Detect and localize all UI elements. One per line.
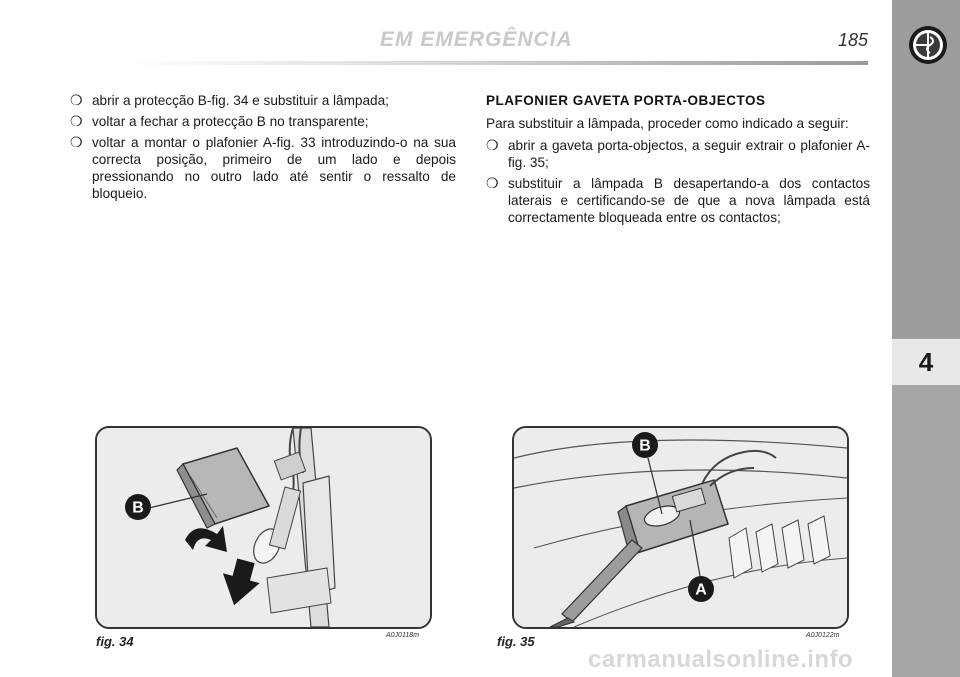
header-rule — [130, 61, 868, 65]
bullet-mark: ❍ — [70, 92, 83, 108]
bullet-text: voltar a montar o plafonier A-fig. 33 introduzindo-o na sua correcta posição, primeiro de um lado e depois pressionando no outro lado até sentir o ressalto de bloqueio. — [92, 135, 456, 201]
figure-34-illustration — [97, 428, 430, 627]
list-item — [70, 113, 456, 130]
bullet-mark: ❍ — [486, 137, 499, 153]
list-item — [70, 134, 456, 202]
page-title: EM EMERGÊNCIA — [380, 28, 573, 51]
section-heading: PLAFONIER GAVETA PORTA-OBJECTOS — [486, 93, 766, 108]
label-b-marker — [123, 492, 153, 522]
figure-35-code: A0J0122m — [806, 632, 840, 639]
bullet-text: abrir a gaveta porta-objectos, a seguir extrair o plafonier A-fig. 35; — [508, 138, 870, 170]
label-b-text: B — [639, 437, 651, 455]
bullet-mark: ❍ — [486, 175, 499, 191]
figure-34-caption: fig. 34 — [96, 634, 134, 649]
right-column — [486, 92, 870, 230]
label-a-text: A — [695, 581, 707, 599]
section-intro: Para substituir a lâmpada, proceder como indicado a seguir: — [486, 116, 849, 131]
watermark: carmanualsonline.info — [588, 646, 854, 673]
figure-34 — [95, 426, 432, 629]
side-tab-lower — [892, 386, 960, 677]
bullet-mark: ❍ — [70, 134, 83, 150]
alfa-romeo-badge-icon — [908, 25, 948, 65]
figure-34-code: A0J0118m — [386, 632, 419, 639]
label-a-marker — [686, 574, 716, 604]
list-item — [70, 92, 456, 109]
list-item — [486, 137, 870, 171]
bullet-text: substituir a lâmpada B desapertando-a dos contactos laterais e certificando-se de que a nova lâmpada está correctamente bloqueada entre os contactos; — [508, 176, 870, 225]
left-column — [70, 92, 456, 206]
side-tab — [892, 0, 960, 677]
bullet-mark: ❍ — [70, 113, 83, 129]
label-b-marker — [630, 430, 660, 460]
chapter-tab[interactable]: 4 — [892, 339, 960, 385]
page-number: 185 — [838, 30, 869, 50]
bullet-text: voltar a fechar a protecção B no transparente; — [92, 114, 369, 129]
bullet-text: abrir a protecção B-fig. 34 e substituir a lâmpada; — [92, 93, 389, 108]
list-item — [486, 175, 870, 226]
label-b-text: B — [132, 499, 144, 517]
figure-35-illustration — [514, 428, 847, 627]
figure-35 — [512, 426, 849, 629]
figure-35-caption: fig. 35 — [497, 634, 535, 649]
